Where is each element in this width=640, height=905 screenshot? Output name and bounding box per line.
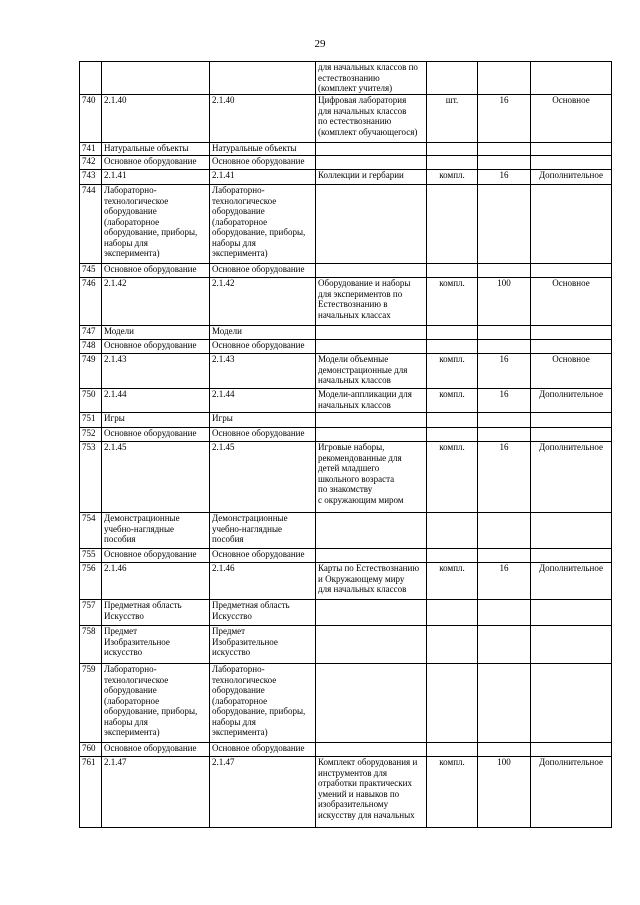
cell-item: Карты по Естествознанию и Окружающему миру для начальных классов <box>316 563 427 600</box>
cell-quantity <box>478 600 531 626</box>
cell-type <box>531 340 612 354</box>
cell-item: Модели-аппликации для начальных классов <box>316 389 427 413</box>
table-row <box>80 143 612 156</box>
cell-number <box>80 62 102 95</box>
cell-code: 2.1.43 <box>102 354 210 389</box>
cell-number: 755 <box>80 549 102 563</box>
cell-type: Основное <box>531 278 612 326</box>
cell-unit: компл. <box>427 354 478 389</box>
cell-type <box>531 513 612 549</box>
table-row <box>80 563 612 600</box>
cell-type: Основное <box>531 354 612 389</box>
cell-unit: компл. <box>427 757 478 828</box>
table-row <box>80 170 612 185</box>
cell-number: 750 <box>80 389 102 413</box>
cell-item <box>316 428 427 442</box>
cell-item: Игровые наборы, рекомендованные для детей младшего школьного возраста по знакомству с окружающим миром <box>316 442 427 513</box>
cell-name: Основное оборудование <box>210 156 316 170</box>
cell-number: 740 <box>80 95 102 143</box>
cell-type <box>531 156 612 170</box>
table-body <box>80 62 612 828</box>
table-row <box>80 95 612 143</box>
cell-type <box>531 600 612 626</box>
cell-name: 2.1.45 <box>210 442 316 513</box>
cell-item <box>316 600 427 626</box>
cell-name: Игры <box>210 413 316 428</box>
cell-quantity: 16 <box>478 354 531 389</box>
cell-quantity <box>478 156 531 170</box>
table-row <box>80 513 612 549</box>
cell-item: Коллекции и гербарии <box>316 170 427 185</box>
cell-item: Цифровая лаборатория для начальных классов по естествознанию (комплект обучающегося) <box>316 95 427 143</box>
cell-type: Дополнительное <box>531 170 612 185</box>
cell-item <box>316 413 427 428</box>
cell-quantity <box>478 428 531 442</box>
cell-code: Основное оборудование <box>102 549 210 563</box>
cell-name: Лабораторно- технологическое оборудование (лабораторное оборудование, приборы, наборы для эксперимента) <box>210 185 316 264</box>
table-row <box>80 428 612 442</box>
cell-number: 748 <box>80 340 102 354</box>
cell-number: 757 <box>80 600 102 626</box>
cell-name: Модели <box>210 326 316 340</box>
cell-name: 2.1.44 <box>210 389 316 413</box>
cell-name: Основное оборудование <box>210 743 316 757</box>
cell-item: Модели объемные демонстрационные для начальных классов <box>316 354 427 389</box>
cell-quantity <box>478 62 531 95</box>
table-row <box>80 62 612 95</box>
cell-type <box>531 143 612 156</box>
cell-item <box>316 626 427 664</box>
table-row <box>80 389 612 413</box>
cell-code <box>102 62 210 95</box>
table-row <box>80 600 612 626</box>
cell-code: Игры <box>102 413 210 428</box>
table-row <box>80 757 612 828</box>
cell-name: Предмет Изобразительное искусство <box>210 626 316 664</box>
cell-quantity: 100 <box>478 757 531 828</box>
table-row <box>80 743 612 757</box>
cell-code: 2.1.47 <box>102 757 210 828</box>
cell-code: 2.1.40 <box>102 95 210 143</box>
cell-number: 752 <box>80 428 102 442</box>
cell-unit: компл. <box>427 170 478 185</box>
cell-code: Основное оборудование <box>102 264 210 278</box>
cell-quantity: 16 <box>478 563 531 600</box>
cell-type: Дополнительное <box>531 442 612 513</box>
cell-type <box>531 743 612 757</box>
cell-code: 2.1.45 <box>102 442 210 513</box>
cell-name <box>210 62 316 95</box>
cell-quantity: 16 <box>478 95 531 143</box>
cell-quantity <box>478 264 531 278</box>
cell-name: 2.1.46 <box>210 563 316 600</box>
cell-number: 754 <box>80 513 102 549</box>
cell-type <box>531 664 612 743</box>
table-row <box>80 664 612 743</box>
cell-name: Основное оборудование <box>210 549 316 563</box>
table-row <box>80 442 612 513</box>
cell-item: Оборудование и наборы для экспериментов по Естествознанию в начальных классах <box>316 278 427 326</box>
cell-name: Демонстрационные учебно-наглядные пособия <box>210 513 316 549</box>
cell-type: Дополнительное <box>531 757 612 828</box>
cell-name: Основное оборудование <box>210 264 316 278</box>
table-row <box>80 326 612 340</box>
cell-number: 741 <box>80 143 102 156</box>
cell-unit: шт. <box>427 95 478 143</box>
cell-name: Лабораторно- технологическое оборудование (лабораторное оборудование, приборы, наборы для эксперимента) <box>210 664 316 743</box>
table-row <box>80 156 612 170</box>
cell-item <box>316 664 427 743</box>
cell-unit <box>427 143 478 156</box>
cell-type <box>531 428 612 442</box>
cell-item: для начальных классов по естествознанию (комплект учителя) <box>316 62 427 95</box>
cell-item: Комплект оборудования и инструментов для отработки практических умений и навыков по изобразительному искусству для начальных <box>316 757 427 828</box>
cell-unit <box>427 340 478 354</box>
cell-unit <box>427 156 478 170</box>
cell-code: Модели <box>102 326 210 340</box>
cell-number: 742 <box>80 156 102 170</box>
cell-unit <box>427 413 478 428</box>
cell-number: 758 <box>80 626 102 664</box>
cell-number: 749 <box>80 354 102 389</box>
cell-type <box>531 264 612 278</box>
cell-type <box>531 62 612 95</box>
cell-code: 2.1.46 <box>102 563 210 600</box>
cell-item <box>316 264 427 278</box>
cell-type <box>531 185 612 264</box>
table-row <box>80 340 612 354</box>
table-row <box>80 185 612 264</box>
table-row <box>80 264 612 278</box>
cell-unit <box>427 664 478 743</box>
cell-quantity <box>478 143 531 156</box>
cell-number: 761 <box>80 757 102 828</box>
table-row <box>80 413 612 428</box>
table-row <box>80 549 612 563</box>
cell-unit <box>427 62 478 95</box>
cell-type: Основное <box>531 95 612 143</box>
cell-code: Основное оборудование <box>102 428 210 442</box>
cell-type <box>531 413 612 428</box>
cell-item <box>316 743 427 757</box>
cell-unit <box>427 743 478 757</box>
cell-code: 2.1.44 <box>102 389 210 413</box>
cell-number: 751 <box>80 413 102 428</box>
cell-item <box>316 326 427 340</box>
cell-code: Основное оборудование <box>102 743 210 757</box>
cell-number: 756 <box>80 563 102 600</box>
cell-quantity: 100 <box>478 278 531 326</box>
cell-type <box>531 626 612 664</box>
cell-unit <box>427 326 478 340</box>
cell-code: Предмет Изобразительное искусство <box>102 626 210 664</box>
cell-code: Демонстрационные учебно-наглядные пособия <box>102 513 210 549</box>
cell-code: Лабораторно- технологическое оборудование (лабораторное оборудование, приборы, наборы для эксперимента) <box>102 664 210 743</box>
table-row <box>80 354 612 389</box>
cell-code: Предметная область Искусство <box>102 600 210 626</box>
cell-quantity <box>478 326 531 340</box>
cell-name: 2.1.41 <box>210 170 316 185</box>
cell-type: Дополнительное <box>531 389 612 413</box>
cell-code: Натуральные объекты <box>102 143 210 156</box>
cell-code: 2.1.42 <box>102 278 210 326</box>
cell-quantity: 16 <box>478 389 531 413</box>
cell-type <box>531 549 612 563</box>
cell-quantity <box>478 413 531 428</box>
cell-number: 759 <box>80 664 102 743</box>
cell-code: Основное оборудование <box>102 156 210 170</box>
cell-number: 743 <box>80 170 102 185</box>
cell-item <box>316 513 427 549</box>
cell-quantity <box>478 626 531 664</box>
cell-quantity <box>478 743 531 757</box>
equipment-table <box>79 61 612 828</box>
cell-unit <box>427 626 478 664</box>
cell-unit <box>427 600 478 626</box>
cell-code: Лабораторно- технологическое оборудование (лабораторное оборудование, приборы, наборы для эксперимента) <box>102 185 210 264</box>
cell-item <box>316 549 427 563</box>
cell-name: 2.1.40 <box>210 95 316 143</box>
cell-item <box>316 340 427 354</box>
table-row <box>80 278 612 326</box>
page-number: 29 <box>314 38 326 50</box>
cell-item <box>316 185 427 264</box>
cell-unit: компл. <box>427 563 478 600</box>
cell-quantity <box>478 340 531 354</box>
cell-item <box>316 143 427 156</box>
cell-code: 2.1.41 <box>102 170 210 185</box>
cell-quantity <box>478 664 531 743</box>
cell-number: 744 <box>80 185 102 264</box>
cell-unit: компл. <box>427 278 478 326</box>
cell-type: Дополнительное <box>531 563 612 600</box>
cell-quantity <box>478 549 531 563</box>
cell-unit <box>427 428 478 442</box>
cell-unit <box>427 549 478 563</box>
cell-number: 760 <box>80 743 102 757</box>
cell-quantity <box>478 185 531 264</box>
cell-number: 745 <box>80 264 102 278</box>
cell-unit: компл. <box>427 389 478 413</box>
cell-name: Натуральные объекты <box>210 143 316 156</box>
cell-name: 2.1.42 <box>210 278 316 326</box>
cell-unit <box>427 264 478 278</box>
cell-number: 746 <box>80 278 102 326</box>
cell-item <box>316 156 427 170</box>
cell-type <box>531 326 612 340</box>
cell-number: 753 <box>80 442 102 513</box>
cell-name: 2.1.43 <box>210 354 316 389</box>
cell-code: Основное оборудование <box>102 340 210 354</box>
table-row <box>80 626 612 664</box>
cell-quantity <box>478 513 531 549</box>
cell-unit: компл. <box>427 442 478 513</box>
cell-number: 747 <box>80 326 102 340</box>
cell-unit <box>427 185 478 264</box>
cell-name: Основное оборудование <box>210 428 316 442</box>
cell-name: 2.1.47 <box>210 757 316 828</box>
cell-unit <box>427 513 478 549</box>
cell-quantity: 16 <box>478 170 531 185</box>
cell-name: Предметная область Искусство <box>210 600 316 626</box>
cell-quantity: 16 <box>478 442 531 513</box>
cell-name: Основное оборудование <box>210 340 316 354</box>
